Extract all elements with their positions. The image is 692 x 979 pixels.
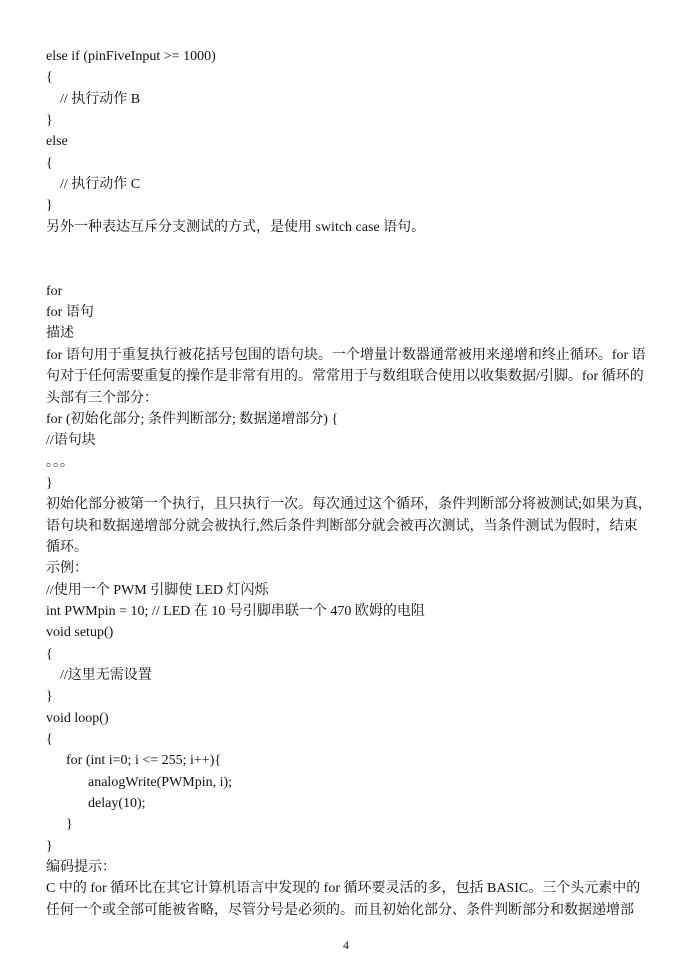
section-label: 描述 [46, 326, 74, 342]
section-label: 示例： [46, 561, 88, 577]
code-line: else [46, 134, 68, 150]
section-heading: for [46, 283, 63, 299]
code-line: void loop() [46, 710, 109, 726]
paragraph-line: 任何一个或全部可能被省略，尽管分号是必须的。而且初始化部分、条件判断部分和数据递增部 [46, 902, 634, 918]
code-line: } [46, 475, 53, 491]
section-label: 编码提示： [46, 860, 116, 876]
paragraph-line: 头部有三个部分： [46, 390, 158, 406]
code-comment: // 执行动作 C [60, 177, 141, 193]
code-line: 。。。 [46, 454, 74, 470]
paragraph-line: 句对于任何需要重复的操作是非常有用的。常常用于与数组联合使用以收集数据/引脚。for 循环的 [46, 369, 644, 385]
paragraph-line: C 中的 for 循环比在其它计算机语言中发现的 for 循环要灵活的多，包括 BASIC。三个头元素中的 [46, 881, 641, 897]
code-line: { [46, 646, 53, 662]
paragraph-line: 另外一种表达互斥分支测试的方式，是使用 switch case 语句。 [46, 219, 426, 235]
code-comment: //这里无需设置 [60, 667, 152, 683]
paragraph-line: 初始化部分被第一个执行，且只执行一次。每次通过这个循环，条件判断部分将被测试;如果为真， [46, 497, 652, 513]
code-line: delay(10); [88, 796, 146, 812]
code-line: void setup() [46, 625, 114, 641]
code-line: { [46, 155, 53, 171]
code-line: { [46, 732, 53, 747]
code-line: } [46, 689, 53, 705]
code-comment: //使用一个 PWM 引脚使 LED 灯闪烁 [46, 582, 269, 598]
paragraph-line: 语句块和数据递增部分就会被执行,然后条件判断部分就会被再次测试，当条件测试为假时，结束 [46, 518, 638, 534]
code-line: for (初始化部分; 条件判断部分; 数据递增部分) { [46, 411, 339, 427]
code-line: int PWMpin = 10; // LED 在 10 号引脚串联一个 470 欧姆的电阻 [46, 603, 425, 619]
code-line: else if (pinFiveInput >= 1000) [46, 49, 216, 64]
code-line: { [46, 70, 53, 86]
page-body [46, 46, 652, 921]
code-comment: //语句块 [46, 433, 96, 449]
code-line: for (int i=0; i <= 255; i++){ [66, 753, 222, 769]
section-subheading: for 语句 [46, 305, 94, 321]
code-line: } [46, 198, 53, 214]
code-line: } [46, 113, 53, 129]
code-comment: // 执行动作 B [60, 91, 141, 107]
page-number: 4 [343, 938, 349, 952]
paragraph-line: 循环。 [46, 539, 88, 555]
code-line: } [46, 838, 53, 854]
blank-line [46, 259, 646, 280]
paragraph-line: for 语句用于重复执行被花括号包围的语句块。一个增量计数器通常被用来递增和终止循环。for 语 [46, 347, 646, 363]
blank-line [46, 238, 646, 259]
code-line: analogWrite(PWMpin, i); [88, 774, 233, 790]
code-line: } [66, 817, 73, 833]
